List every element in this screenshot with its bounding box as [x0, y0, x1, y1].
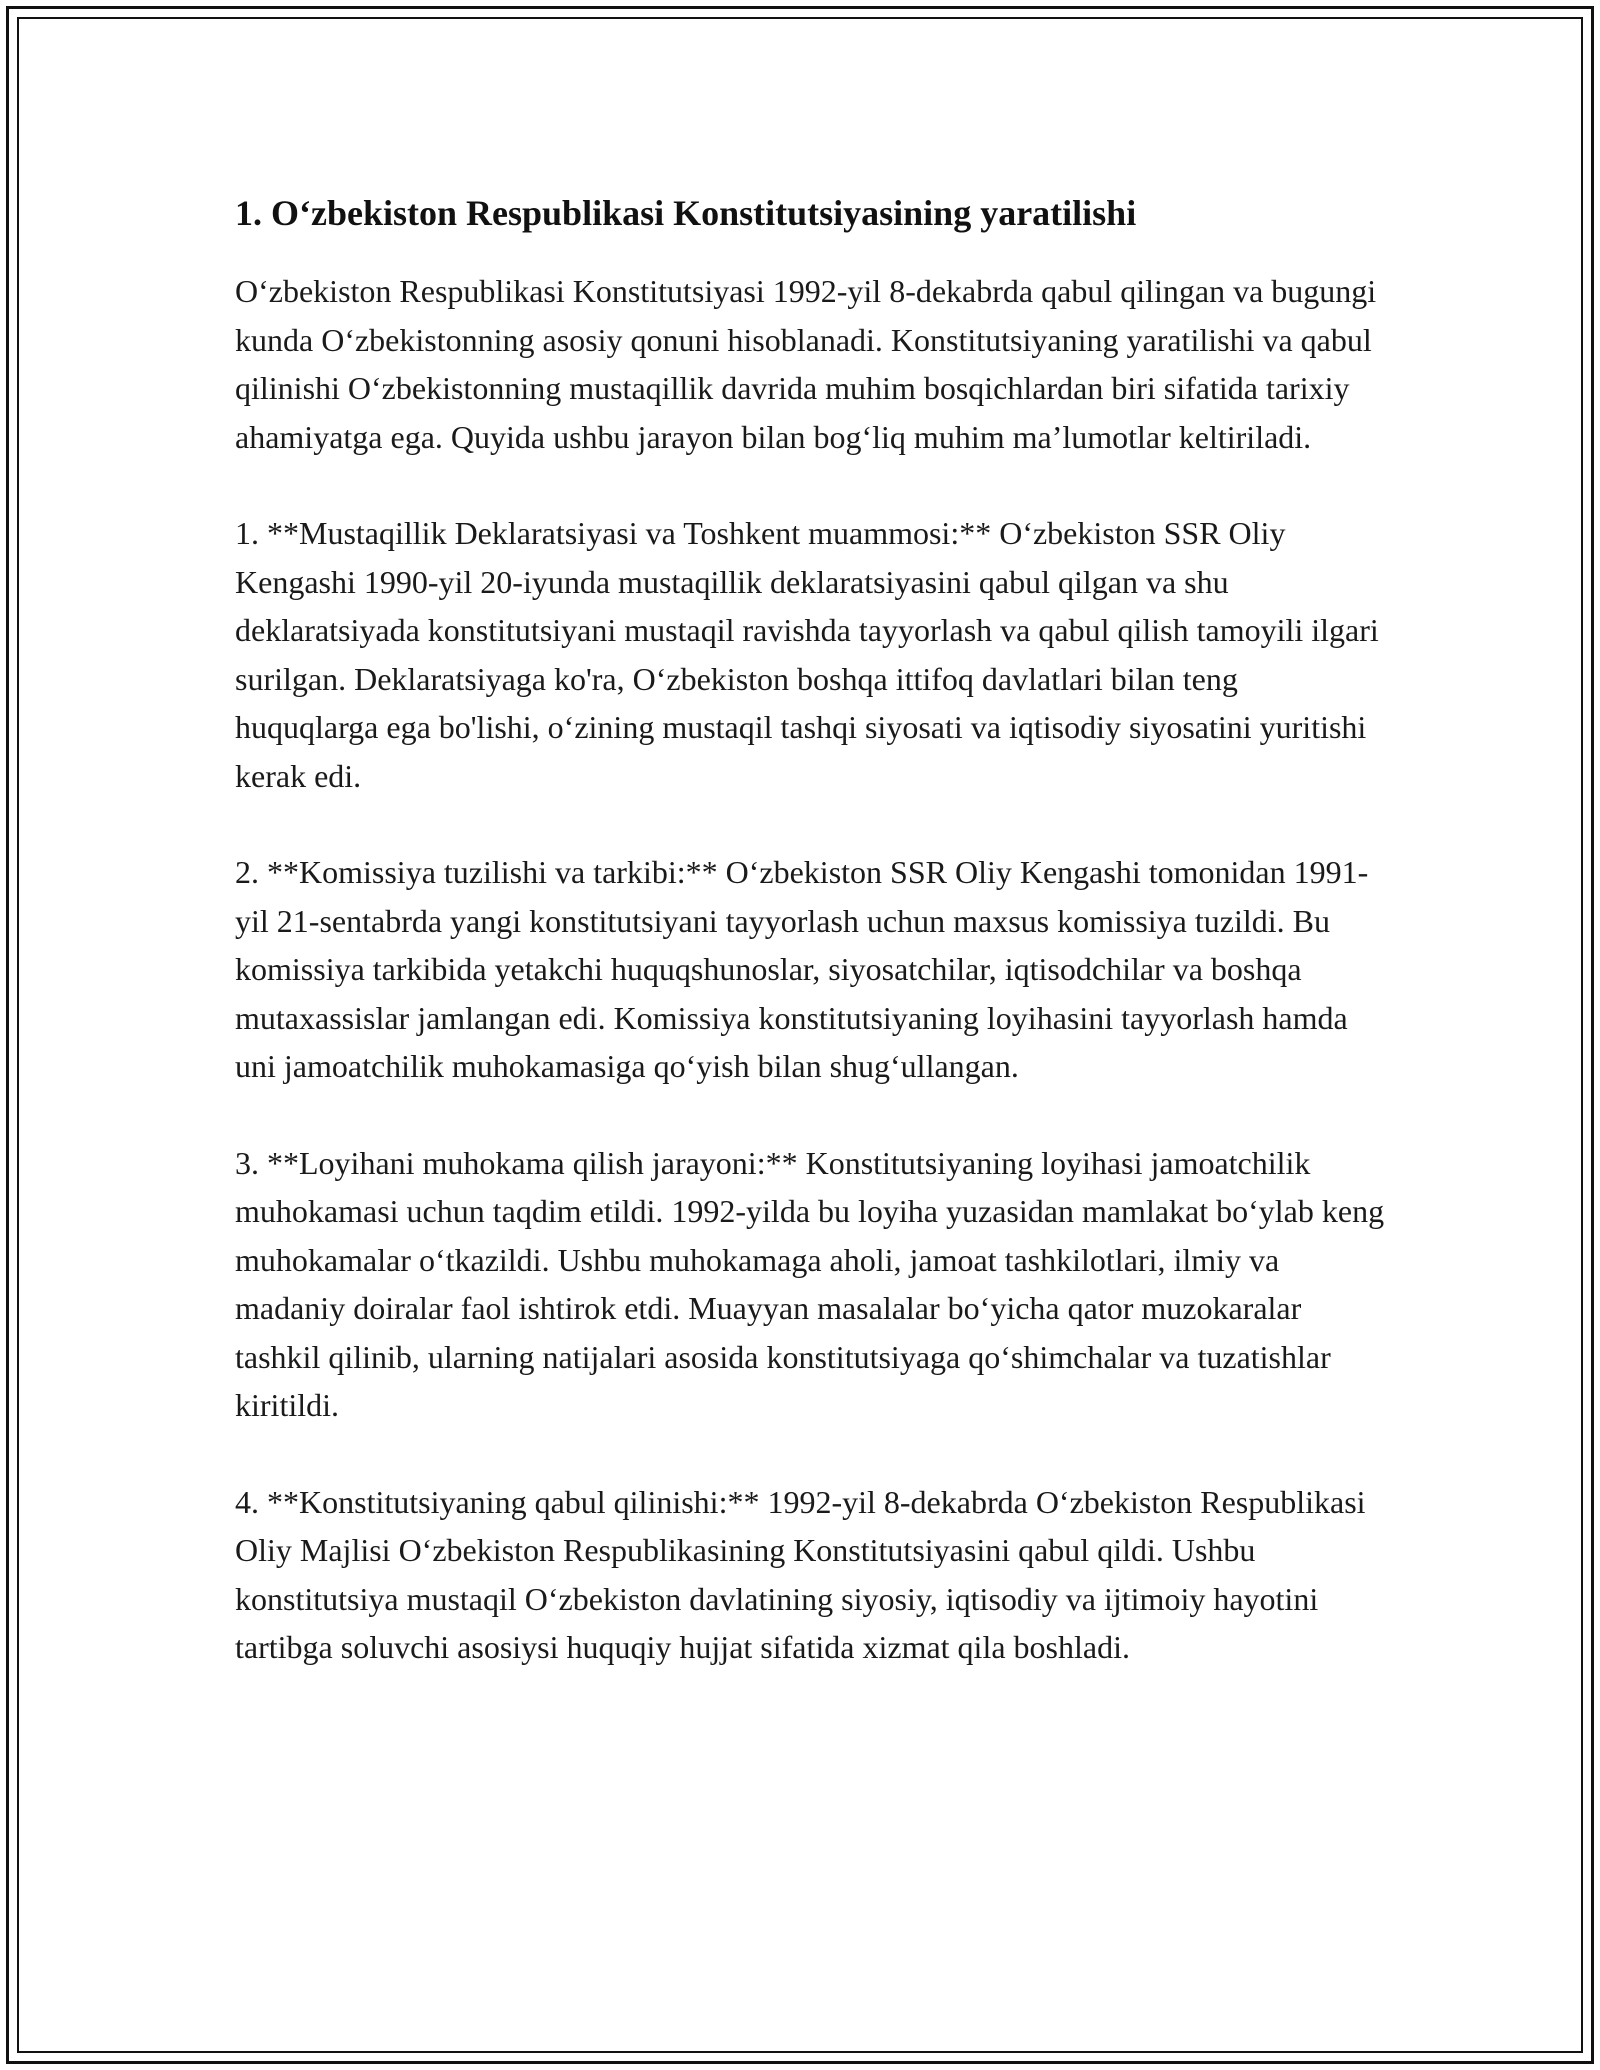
document-body: [235, 185, 1385, 1720]
document-title: 1. Oʻzbekiston Respublikasi Konstitutsiyasining yaratilishi: [235, 193, 1137, 233]
intro-paragraph: Oʻzbekiston Respublikasi Konstitutsiyasi 1992-yil 8-dekabrda qabul qilingan va bugungi kunda Oʻzbekistonning asosiy qonuni hisoblanadi. Konstitutsiyaning yaratilishi va qabul qilinishi Oʻzbekistonning mustaqillik davrida muhim bosqichlardan biri sifatida tarixiy ahamiyatga ega. Quyida ushbu jarayon bilan bogʻliq muhim maʼlumotlar keltiriladi.: [235, 273, 1377, 455]
paragraph-2: 2. **Komissiya tuzilishi va tarkibi:** Oʻzbekiston SSR Oliy Kengashi tomonidan 1991-yil 21-sentabrda yangi konstitutsiyani tayyorlash uchun maxsus komissiya tuzildi. Bu komissiya tarkibida yetakchi huquqshunoslar, siyosatchilar, iqtisodchilar va boshqa mutaxassislar jamlangan edi. Komissiya konstitutsiyaning loyihasini tayyorlash hamda uni jamoatchilik muhokamasiga qoʻyish bilan shugʻullangan.: [235, 854, 1369, 1084]
paragraph-3: 3. **Loyihani muhokama qilish jarayoni:** Konstitutsiyaning loyihasi jamoatchilik muhokamasi uchun taqdim etildi. 1992-yilda bu loyiha yuzasidan mamlakat boʻylab keng muhokamalar oʻtkazildi. Ushbu muhokamaga aholi, jamoat tashkilotlari, ilmiy va madaniy doiralar faol ishtirok etdi. Muayyan masalalar boʻyicha qator muzokaralar tashkil qilinib, ularning natijalari asosida konstitutsiyaga qoʻshimchalar va tuzatishlar kiritildi.: [235, 1144, 1385, 1423]
paragraph-4: 4. **Konstitutsiyaning qabul qilinishi:** 1992-yil 8-dekabrda Oʻzbekiston Respublikasi Oliy Majlisi Oʻzbekiston Respublikasining Konstitutsiyasini qabul qildi. Ushbu konstitutsiya mustaqil Oʻzbekiston davlatining siyosiy, iqtisodiy va ijtimoiy hayotini tartibga soluvchi asosiysi huquqiy hujjat sifatida xizmat qila boshladi.: [235, 1483, 1366, 1665]
paragraph-1: 1. **Mustaqillik Deklaratsiyasi va Toshkent muammosi:** Oʻzbekiston SSR Oliy Kengashi 1990-yil 20-iyunda mustaqillik deklaratsiyasini qabul qilgan va shu deklaratsiyada konstitutsiyani mustaqil ravishda tayyorlash va qabul qilish tamoyili ilgari surilgan. Deklaratsiyaga ko'ra, Oʻzbekiston boshqa ittifoq davlatlari bilan teng huquqlarga ega bo'lishi, oʻzining mustaqil tashqi siyosati va iqtisodiy siyosatini yuritishi kerak edi.: [235, 515, 1379, 794]
